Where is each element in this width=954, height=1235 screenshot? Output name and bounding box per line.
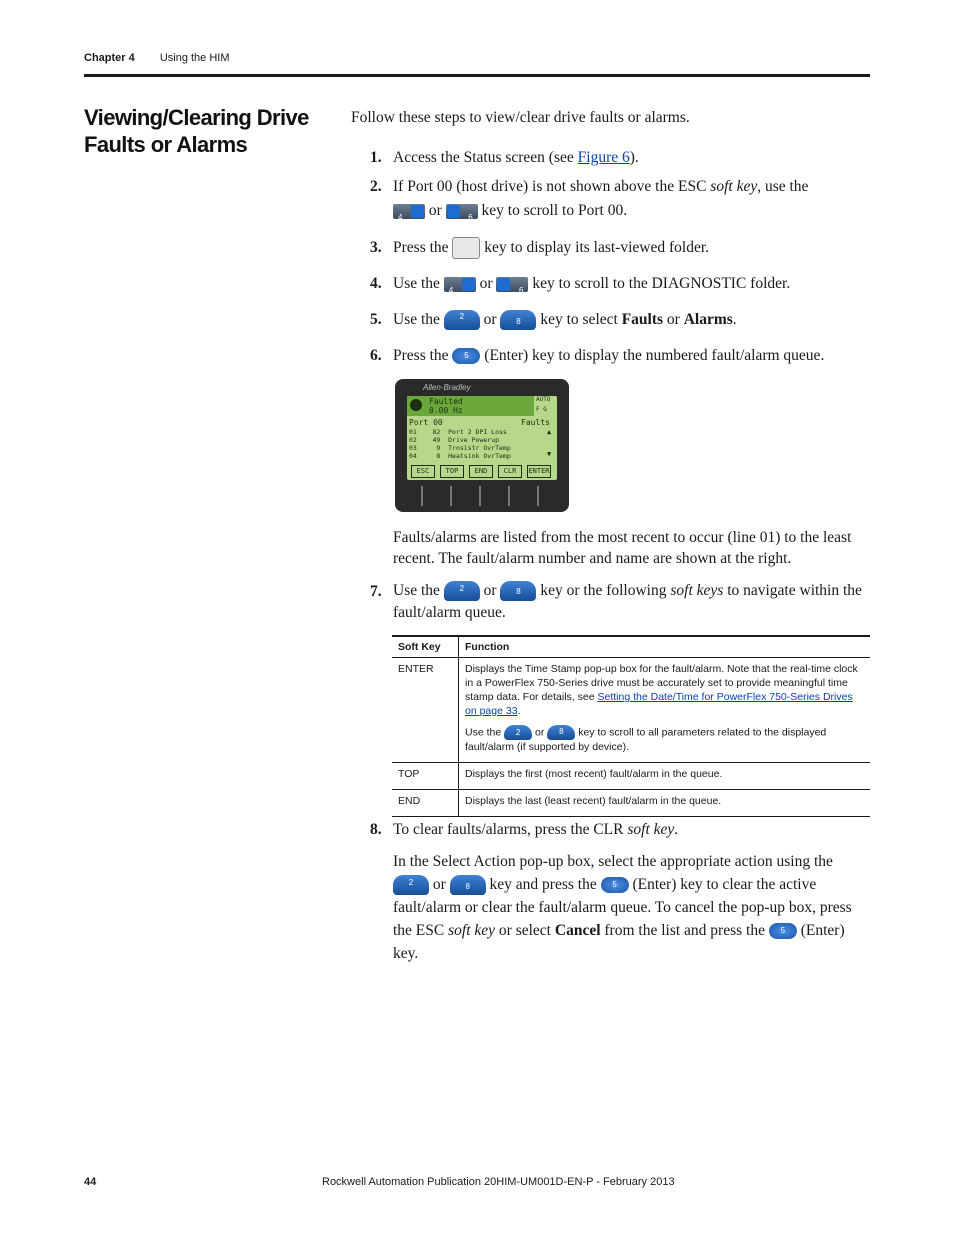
lcd-port: Port 00	[409, 418, 443, 427]
softkey-esc[interactable]: ESC	[411, 465, 435, 478]
intro-paragraph: Follow these steps to view/clear drive faults or alarms.	[351, 109, 690, 126]
down-arrow-key-icon: 2	[393, 875, 429, 895]
down-arrow-key-icon: 2	[444, 310, 480, 330]
up-arrow-key-icon: 8	[547, 725, 575, 740]
down-arrow-key-icon: 2	[444, 581, 480, 601]
header-rule	[84, 74, 870, 77]
up-arrow-key-icon: 8	[500, 310, 536, 330]
running-header	[84, 52, 230, 64]
queue-description: Faults/alarms are listed from the most recent to occur (line 01) to the least recent. The fault/alarm number and name are shown at the right.	[393, 529, 852, 567]
chapter-label: Chapter 4	[84, 52, 135, 64]
enter-key-icon: 5	[601, 877, 629, 893]
left-arrow-key-icon: 4	[444, 277, 476, 292]
soft-key-table	[392, 635, 870, 817]
softkey-leader	[479, 486, 481, 506]
status-bar	[407, 396, 534, 416]
fault-row: 02 49 Drive Powerup	[409, 436, 500, 444]
scroll-down-icon: ▼	[547, 450, 552, 458]
softkey-clr[interactable]: CLR	[498, 465, 522, 478]
softkey-leader	[450, 486, 452, 506]
softkey-leader	[508, 486, 510, 506]
him-display-figure	[395, 379, 569, 512]
softkey-leader	[421, 486, 423, 506]
lcd-folder: Faults	[521, 418, 550, 427]
lcd-mode2: F G	[536, 406, 547, 413]
up-arrow-key-icon: 8	[450, 875, 486, 895]
brand-logo: Allen-Bradley	[423, 383, 471, 392]
softkey-enter[interactable]: ENTER	[527, 465, 551, 478]
lcd-status: Faulted	[429, 397, 463, 406]
fault-row: 01 82 Port 2 DPI Loss	[409, 428, 507, 436]
clear-instructions: In the Select Action pop-up box, select the appropriate action using the 2 or 8 key and press the 5 (Enter) key to clear the active fault/alarm or clear the fault/alarm queue. To cancel the pop-up box, press the ESC soft key or select Cancel from the list and press the 5 (Enter) key.	[393, 853, 852, 962]
section-label: Using the HIM	[159, 52, 230, 64]
fault-queue-list	[409, 428, 511, 460]
softkey-end[interactable]: END	[469, 465, 493, 478]
lcd-frequency: 0.00 Hz	[429, 406, 463, 415]
figure-6-link[interactable]: Figure 6	[577, 149, 630, 166]
right-arrow-key-icon: 6	[446, 204, 478, 219]
folder-key-icon	[452, 237, 480, 259]
table-row: TOP Displays the first (most recent) fault/alarm in the queue.	[392, 763, 870, 790]
date-time-link[interactable]: Setting the Date/Time for PowerFlex 750-Series Drives on page 33	[465, 691, 853, 717]
drive-status-icon	[410, 399, 422, 411]
table-header-row: Soft Key Function	[392, 636, 870, 658]
fault-row: 03 9 Trnsistr OvrTemp	[409, 444, 511, 452]
left-arrow-key-icon: 4	[393, 204, 425, 219]
page-number: 44	[84, 1176, 97, 1188]
table-row: ENTER Displays the Time Stamp pop-up box for the fault/alarm. Note that the real-time clock in a PowerFlex 750-Series drive must be accurately set to provide meaningful time stamp data. For details, see Setting the Date/Time for PowerFlex 750-Series Drives on page 33. Use the 2 or 8 key to scroll to all parameters related to the displayed fault/alarm (if supported by device).	[392, 658, 870, 763]
section-title: Viewing/Clearing Drive Faults or Alarms	[84, 105, 309, 157]
lcd-mode: AUTO	[536, 396, 551, 403]
lcd-screen	[407, 396, 557, 480]
enter-key-icon: 5	[452, 348, 480, 364]
table-row: END Displays the last (least recent) fault/alarm in the queue.	[392, 790, 870, 817]
softkey-top[interactable]: TOP	[440, 465, 464, 478]
softkey-leader	[537, 486, 539, 506]
up-arrow-key-icon: 8	[500, 581, 536, 601]
down-arrow-key-icon: 2	[504, 725, 532, 740]
scroll-up-icon: ▲	[547, 428, 552, 436]
fault-row: 04 8 Heatsink OvrTemp	[409, 452, 511, 460]
enter-key-icon: 5	[769, 923, 797, 939]
publication-footer: Rockwell Automation Publication 20HIM-UM001D-EN-P - February 2013	[322, 1176, 675, 1188]
right-arrow-key-icon: 6	[496, 277, 528, 292]
